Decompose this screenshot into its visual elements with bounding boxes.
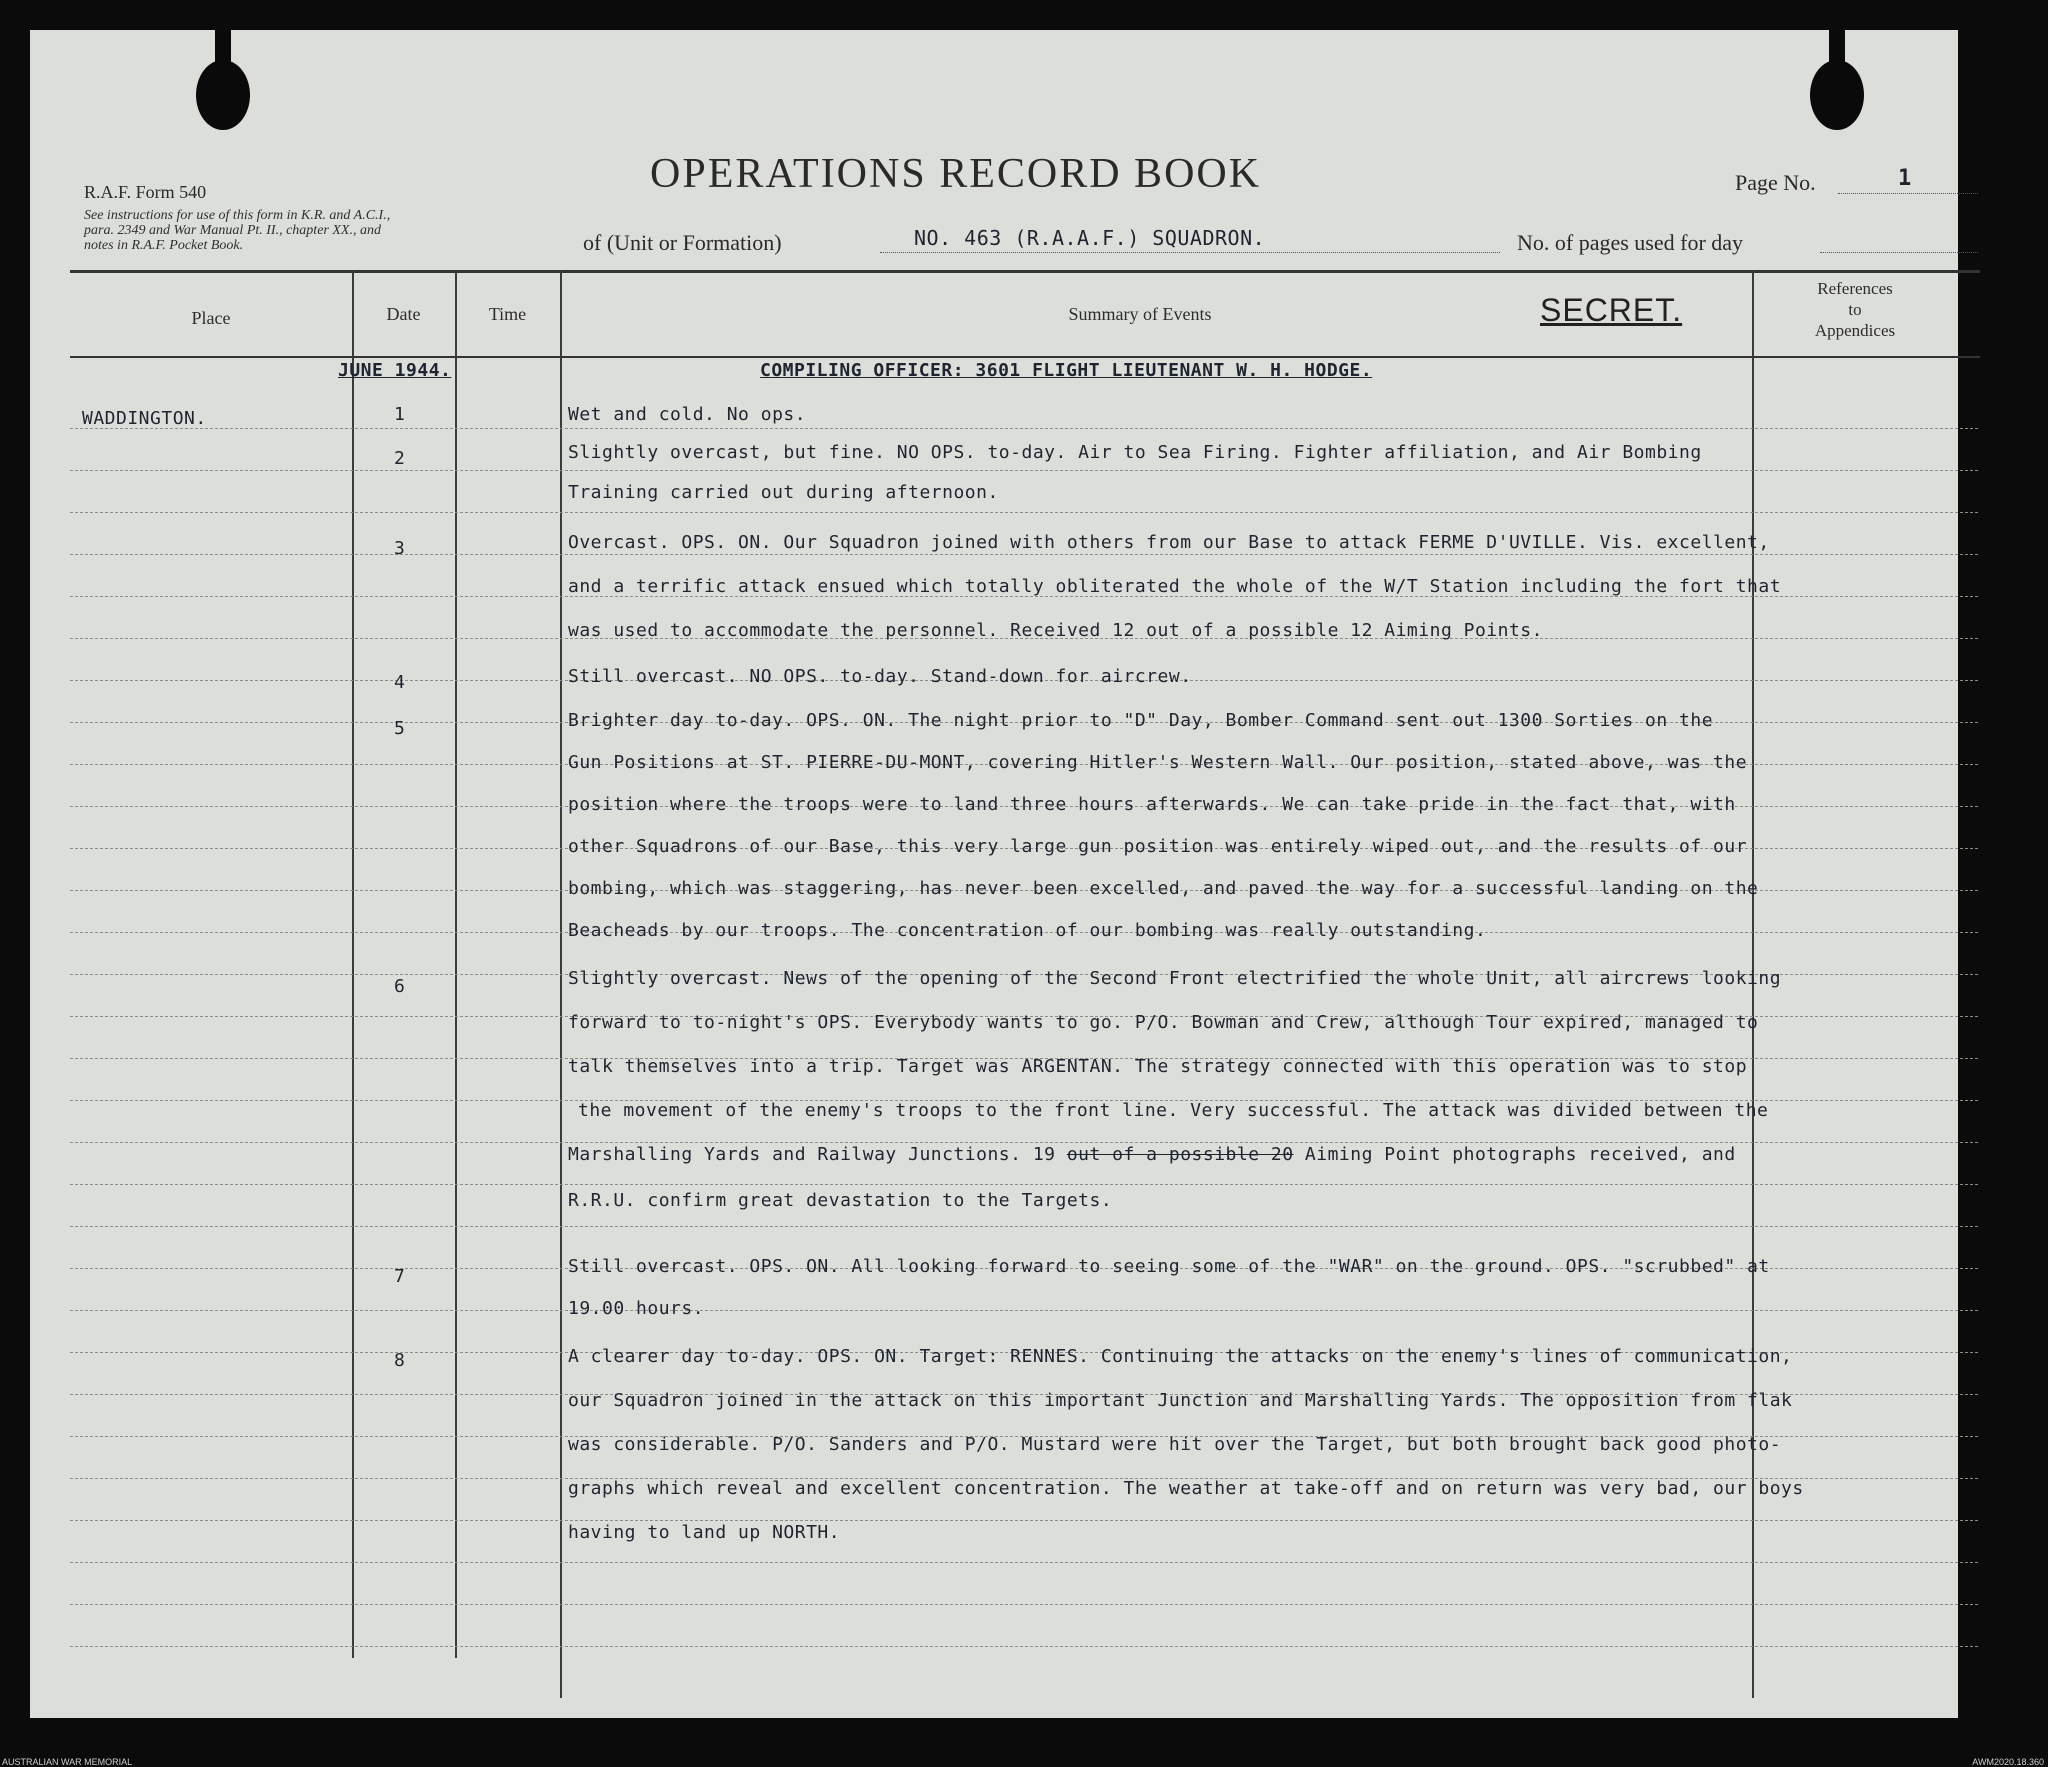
punch-notch-left [215, 30, 231, 70]
row-rule [70, 1310, 1978, 1311]
summary-line: was used to accommodate the personnel. Received 12 out of a possible 12 Aiming Points. [568, 620, 1543, 641]
unit-rule [880, 252, 1500, 253]
footer-credit: AUSTRALIAN WAR MEMORIAL [2, 1757, 133, 1767]
summary-line: and a terrific attack ensued which totally obliterated the whole of the W/T Station including the fort that [568, 576, 1782, 597]
unit-value: NO. 463 (R.A.A.F.) SQUADRON. [914, 226, 1266, 250]
summary-line: Still overcast. NO OPS. to-day. Stand-down for aircrew. [568, 666, 1192, 687]
page-no-label: Page No. [1735, 170, 1816, 195]
row-rule [70, 1226, 1978, 1227]
column-header-date: Date [386, 304, 421, 324]
summary-line: A clearer day to-day. OPS. ON. Target: RENNES. Continuing the attacks on the enemy's lines of communication, [568, 1346, 1793, 1367]
row-rule [70, 1604, 1978, 1605]
punch-notch-right [1829, 30, 1845, 70]
entry-date: 7 [394, 1266, 406, 1287]
summary-line: forward to to-night's OPS. Everybody wants to go. P/O. Bowman and Crew, although Tour expired, managed to [568, 1012, 1759, 1033]
column-header-time: Time [488, 304, 527, 324]
form-number: R.A.F. Form 540 [84, 182, 207, 202]
summary-line: Brighter day to-day. OPS. ON. The night prior to "D" Day, Bomber Command sent out 1300 Sorties on the [568, 710, 1714, 731]
punch-hole-left [196, 60, 250, 130]
summary-line: our Squadron joined in the attack on this important Junction and Marshalling Yards. The opposition from flak [568, 1390, 1793, 1411]
page-no-value: 1 [1898, 166, 1912, 191]
table-header-border [70, 356, 1980, 358]
summary-text: Marshalling Yards and Railway Junctions. 19 [568, 1144, 1067, 1165]
summary-line [568, 1144, 1736, 1165]
month-heading: JUNE 1944. [338, 360, 452, 381]
form-instructions [84, 208, 390, 253]
summary-line: other Squadrons of our Base, this very large gun position was entirely wiped out, and the results of our [568, 836, 1748, 857]
entry-date: 5 [394, 718, 406, 739]
row-rule [70, 512, 1978, 513]
summary-line: bombing, which was staggering, has never been excelled, and paved the way for a successful landing on the [568, 878, 1759, 899]
table-top-border [70, 270, 1980, 273]
summary-line: Overcast. OPS. ON. Our Squadron joined with others from our Base to attack FERME D'UVILLE. Vis. excellent, [568, 532, 1770, 553]
summary-line: Still overcast. OPS. ON. All looking forward to seeing some of the "WAR" on the ground. OPS. "scrubbed" at [568, 1256, 1770, 1277]
summary-line: Beacheads by our troops. The concentration of our bombing was really outstanding. [568, 920, 1487, 941]
secret-stamp: SECRET. [1540, 292, 1683, 328]
page-no-rule [1838, 193, 1978, 194]
row-rule [70, 1520, 1978, 1521]
references-line: References [1817, 279, 1893, 298]
column-header-summary: Summary of Events [1068, 304, 1212, 324]
instruction-line: para. 2349 and War Manual Pt. II., chapter XX., and [84, 223, 381, 238]
row-rule [70, 470, 1978, 471]
summary-line: Training carried out during afternoon. [568, 482, 999, 503]
column-divider [352, 270, 354, 1658]
column-divider [560, 270, 562, 1698]
summary-line: Slightly overcast. News of the opening of the Second Front electrified the whole Unit, all aircrews looking [568, 968, 1782, 989]
pages-used-label: No. of pages used for day [1517, 230, 1744, 255]
row-rule [70, 1562, 1978, 1563]
place-value: WADDINGTON. [82, 408, 207, 429]
column-header-place: Place [191, 308, 231, 328]
record-sheet [30, 30, 1958, 1718]
compiling-officer: COMPILING OFFICER: 3601 FLIGHT LIEUTENANT W. H. HODGE. [760, 360, 1373, 381]
summary-line: having to land up NORTH. [568, 1522, 841, 1543]
entry-date: 6 [394, 976, 406, 997]
summary-line: R.R.U. confirm great devastation to the Targets. [568, 1190, 1113, 1211]
entry-date: 1 [394, 404, 406, 425]
pages-used-rule [1820, 252, 1978, 253]
entry-date: 3 [394, 538, 406, 559]
column-header-references [1752, 278, 1958, 341]
row-rule [70, 554, 1978, 555]
summary-line: Slightly overcast, but fine. NO OPS. to-day. Air to Sea Firing. Fighter affiliation, and Air Bombing [568, 442, 1702, 463]
summary-line: talk themselves into a trip. Target was ARGENTAN. The strategy connected with this operation was to stop [568, 1056, 1748, 1077]
unit-label: of (Unit or Formation) [583, 230, 782, 255]
column-divider [455, 270, 457, 1658]
summary-line: was considerable. P/O. Sanders and P/O. Mustard were hit over the Target, but both brought back good photo- [568, 1434, 1782, 1455]
summary-line: Wet and cold. No ops. [568, 404, 807, 425]
summary-line: Gun Positions at ST. PIERRE-DU-MONT, covering Hitler's Western Wall. Our position, stated above, was the [568, 752, 1748, 773]
instruction-line: notes in R.A.F. Pocket Book. [84, 238, 244, 253]
references-line: to [1848, 300, 1862, 319]
entry-date: 2 [394, 448, 406, 469]
footer-accession: AWM2020.18.360 [1972, 1757, 2044, 1767]
summary-text: Aiming Point photographs received, and [1293, 1144, 1736, 1165]
punch-hole-right [1810, 60, 1864, 130]
summary-line: 19.00 hours. [568, 1298, 705, 1319]
summary-line: position where the troops were to land three hours afterwards. We can take pride in the fact that, with [568, 794, 1736, 815]
row-rule [70, 428, 1978, 429]
instruction-line: See instructions for use of this form in K.R. and A.C.I., [84, 208, 391, 223]
page-title: OPERATIONS RECORD BOOK [650, 151, 1262, 197]
struck-text: out of a possible 20 [1066, 1144, 1294, 1165]
summary-line: the movement of the enemy's troops to the front line. Very successful. The attack was divided between the [578, 1100, 1769, 1121]
references-line: Appendices [1814, 321, 1896, 340]
row-rule [70, 1184, 1978, 1185]
entry-date: 8 [394, 1350, 406, 1371]
entry-date: 4 [394, 672, 406, 693]
row-rule [70, 1646, 1978, 1647]
row-rule [70, 1142, 1978, 1143]
summary-line: graphs which reveal and excellent concentration. The weather at take-off and on return was very bad, our boys [568, 1478, 1804, 1499]
